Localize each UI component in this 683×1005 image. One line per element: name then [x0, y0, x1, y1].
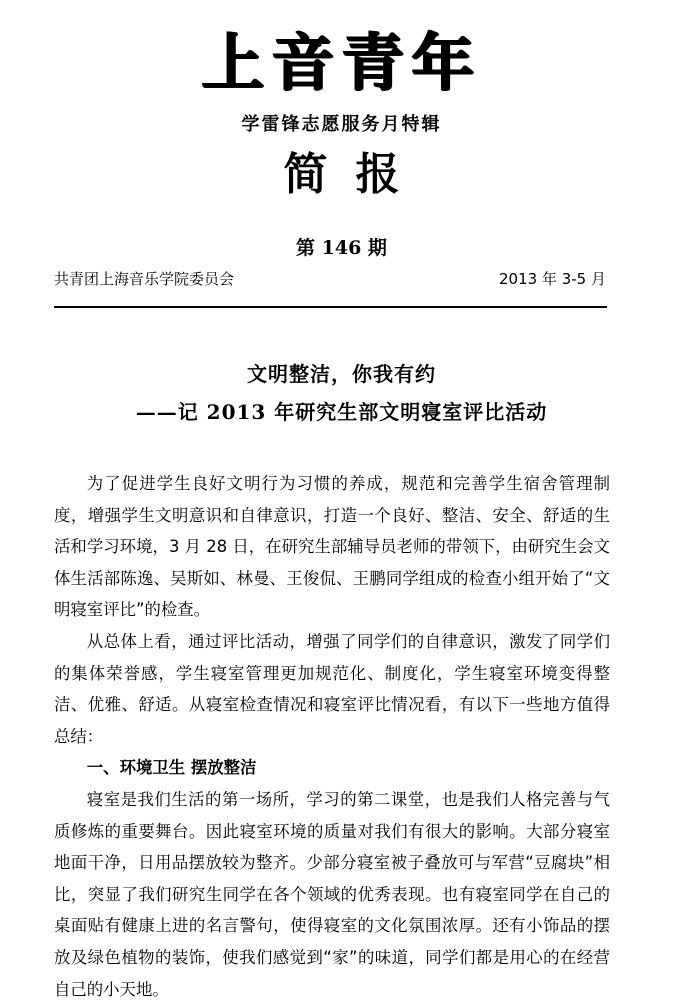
- issue-number: 第 146 期: [296, 237, 387, 259]
- paragraph: 寝室是我们生活的第一场所，学习的第二课堂，也是我们人格完善与气质修炼的重要舞台。因此寝室环境的质量对我们有很大的影响。大部分寝室地面干净，日用品摆放较为整齐。少部分寝室被子叠放可与军营“豆腐块”相比，突显了我们研究生同学在各个领域的优秀表现。也有寝室同学在自己的桌面贴有健康上进的名言警句，使得寝室的文化氛围浓厚。还有小饰品的摆放及绿色植物的装饰，使我们感觉到“家”的味道，同学们都是用心的在经营自己的小天地。: [54, 789, 610, 999]
- issue-date: 2013 年 3-5 月: [499, 270, 606, 288]
- special-edition-label: 学雷锋志愿服务月特辑: [241, 114, 442, 135]
- bulletin-title: 简报: [283, 149, 428, 200]
- paragraph: 为了促进学生良好文明行为习惯的养成，规范和完善学生宿舍管理制度，增强学生文明意识和自律意识，打造一个良好、整洁、安全、舒适的生活和学习环境，3 月 28 日，在研究生部辅导员老师的带领下，由研究生会文体生活部陈逸、吴斯如、林曼、王俊侃、王鹏同学组成的检查小组开始了“文明寝室评比”的检查。: [54, 474, 610, 620]
- article-subtitle: ——记 2013 年研究生部文明寝室评比活动: [135, 400, 548, 424]
- organization-name: 共青团上海音乐学院委员会: [54, 270, 235, 288]
- article-body: [54, 468, 610, 1005]
- section-heading: 一、环境卫生 摆放整洁: [86, 758, 257, 778]
- paragraph: 从总体上看，通过评比活动，增强了同学们的自律意识，激发了同学们的集体荣誉感，学生寝室管理更加规范化、制度化，学生寝室环境变得整洁、优雅、舒适。从寝室检查情况和寝室评比情况看，有以下一些地方值得总结：: [54, 631, 610, 746]
- header-divider: [54, 306, 607, 308]
- masthead-logo: 上音青年: [201, 26, 482, 99]
- article-title: 文明整洁，你我有约: [247, 362, 436, 386]
